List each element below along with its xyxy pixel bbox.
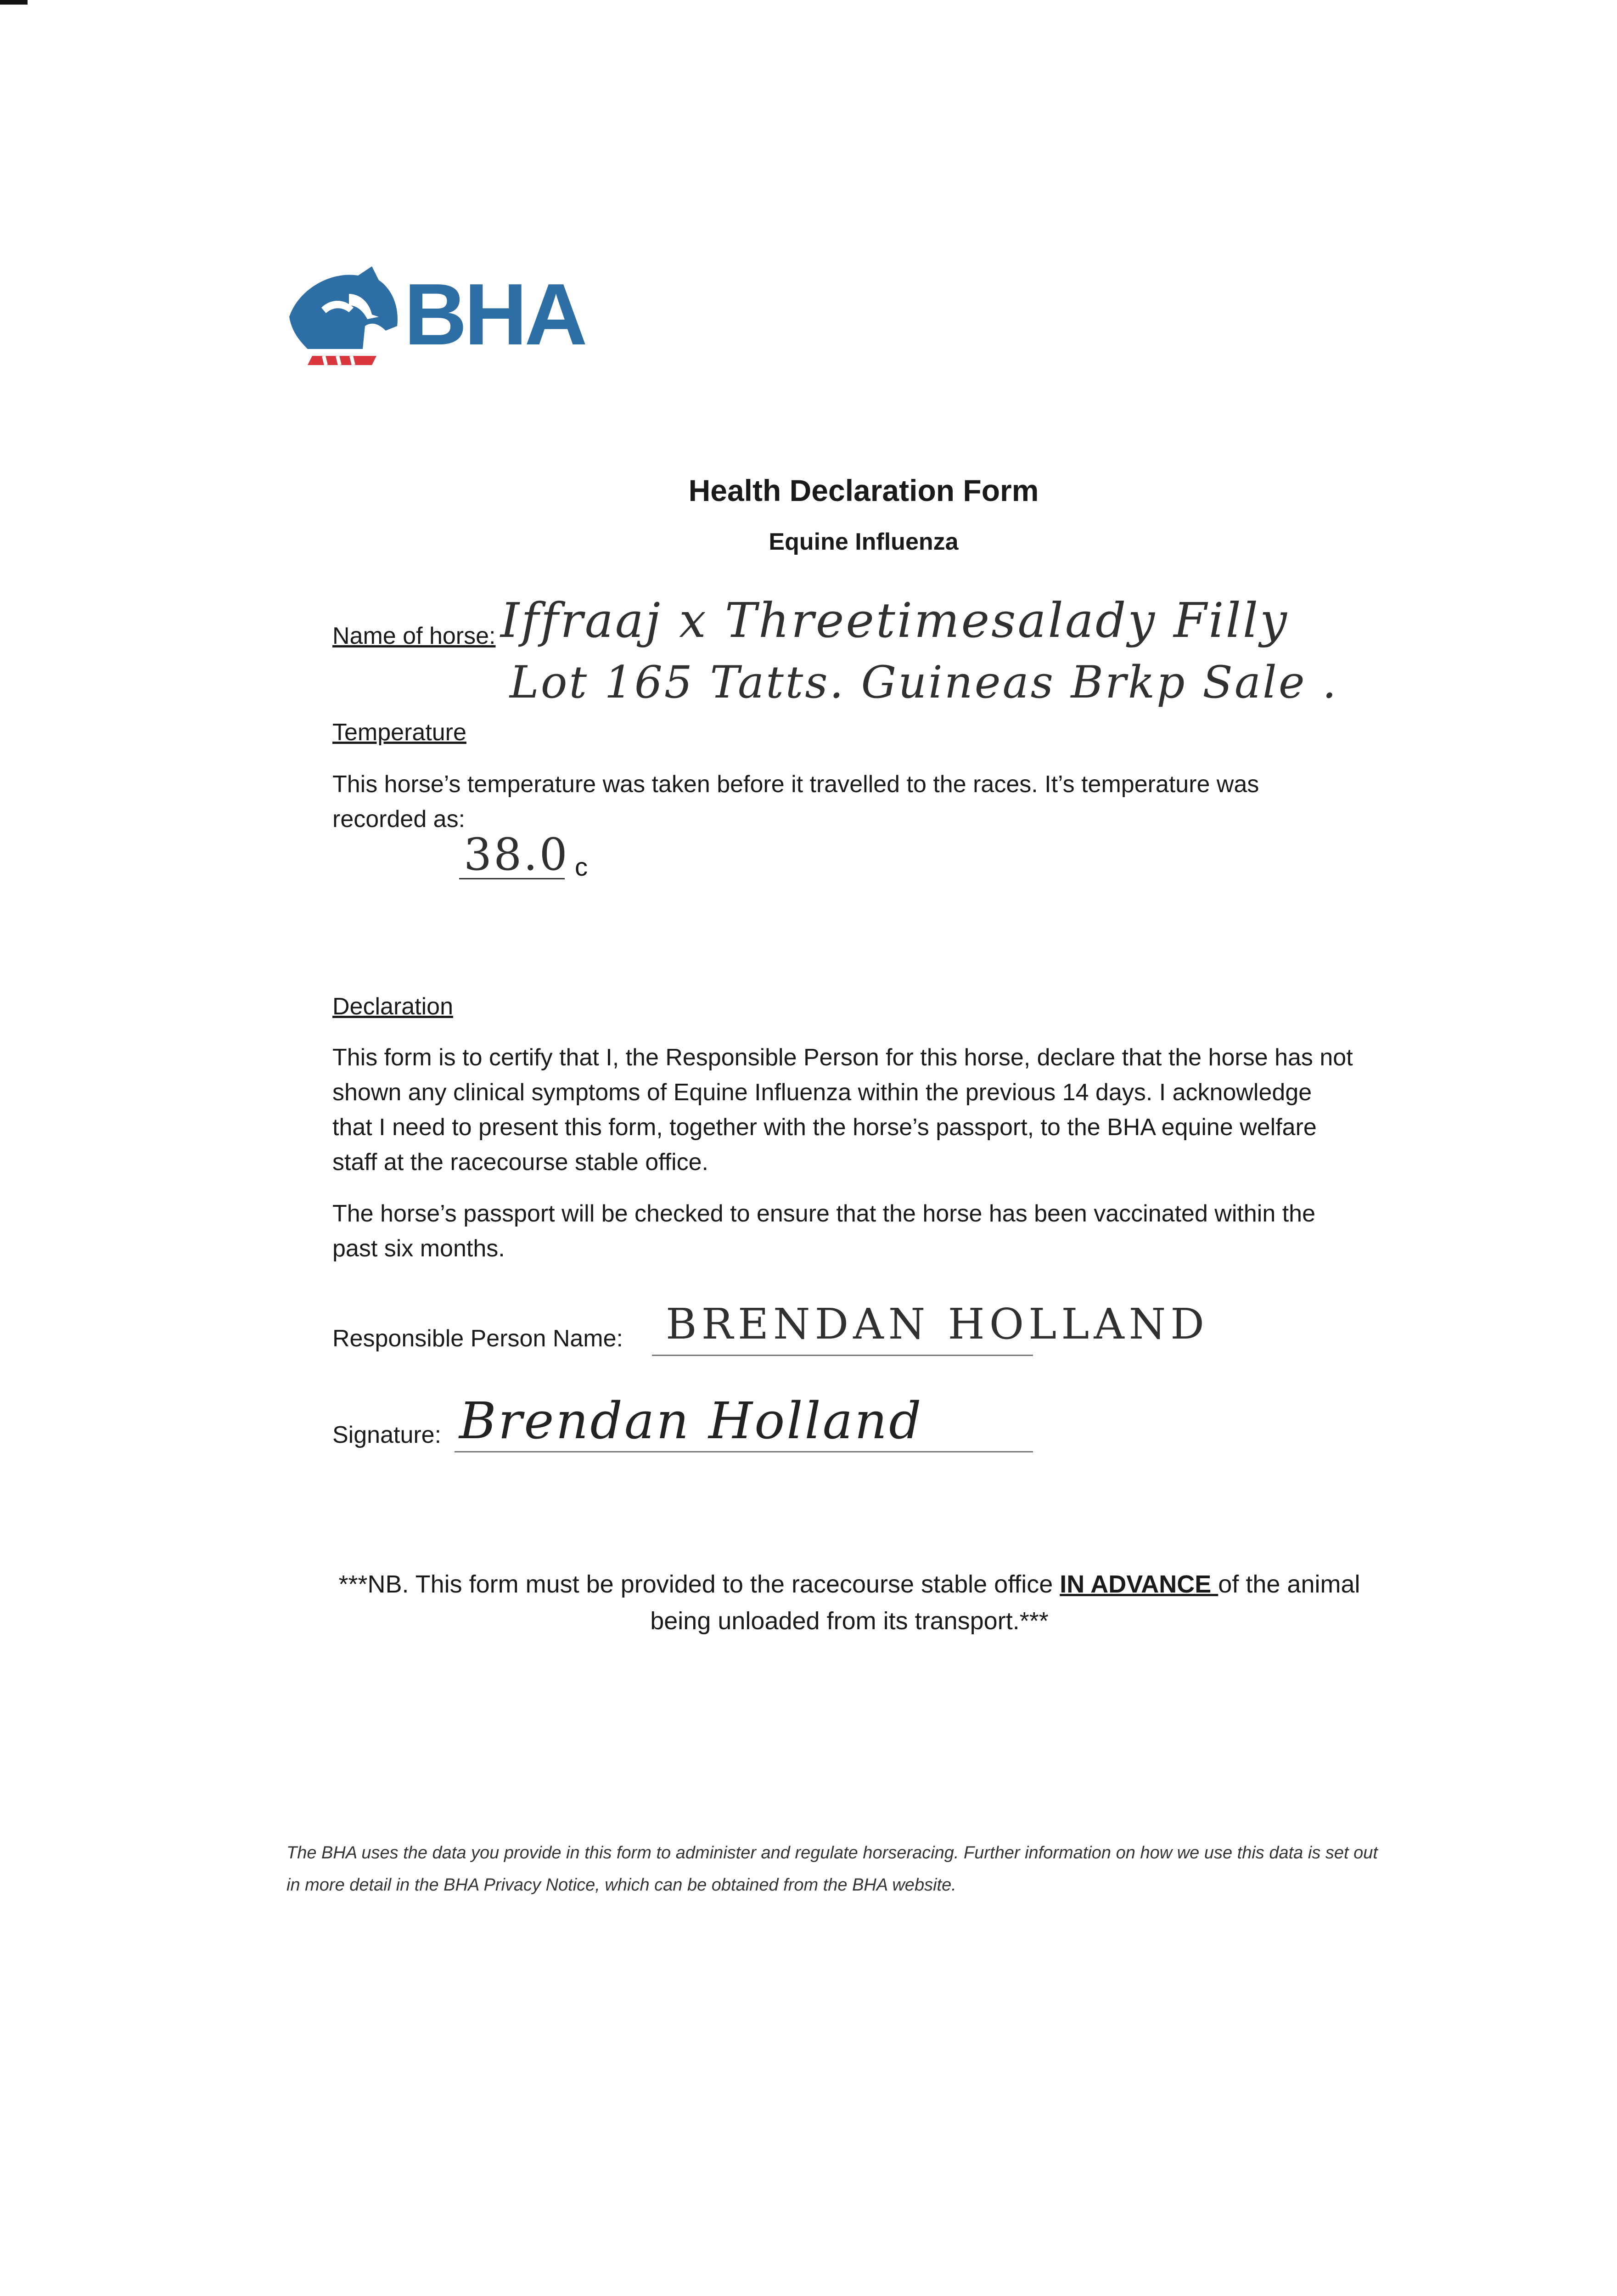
form-title: Health Declaration Form: [688, 473, 1039, 507]
temperature-value[interactable]: 38.0: [464, 829, 569, 880]
temperature-unit: c: [575, 852, 588, 881]
horse-name-value-line1[interactable]: Iffraaj x Threetimesalady Filly: [500, 592, 1289, 648]
logo-wordmark: BHA: [404, 266, 585, 363]
temperature-text: This horse’s temperature was taken before it travelled to the races. It’s temperature was recorded as:: [332, 771, 1259, 833]
responsible-person-name-value[interactable]: BRENDAN HOLLAND: [666, 1300, 1209, 1349]
declaration-heading: Declaration: [332, 993, 454, 1020]
horse-name-value-line2[interactable]: Lot 165 Tatts. Guineas Brkp Sale .: [510, 657, 1338, 708]
declaration-paragraph-2: The horse’s passport will be checked to ensure that the horse has been vaccinated within the past six months.: [332, 1200, 1315, 1262]
responsible-person-name-label: Responsible Person Name:: [332, 1325, 623, 1352]
bha-logo: [280, 262, 585, 377]
nb-notice-in-advance: IN ADVANCE: [1060, 1570, 1218, 1598]
signature-line: [455, 1451, 1033, 1452]
nb-notice-suffix: of the animal being unloaded from its transport.***: [650, 1570, 1360, 1635]
temperature-underline: [459, 878, 565, 879]
responsible-person-name-line: [652, 1355, 1033, 1356]
form-subtitle: Equine Influenza: [769, 529, 959, 555]
horse-name-label: Name of horse:: [332, 623, 496, 649]
signature-label: Signature:: [332, 1422, 442, 1448]
scan-edge-mark: [0, 0, 28, 5]
signature-handwritten[interactable]: Brendan Holland: [459, 1391, 923, 1450]
nb-notice-prefix: ***NB. This form must be provided to the racecourse stable office: [338, 1570, 1060, 1598]
horse-head-logo-icon: [280, 262, 404, 377]
privacy-footer: The BHA uses the data you provide in this form to administer and regulate horseracing. Further information on how we use this data is set out in more detail in the BHA Privacy Notice, which can be obtained from the BHA website.: [286, 1843, 1378, 1895]
declaration-paragraph-1: This form is to certify that I, the Responsible Person for this horse, declare that the horse has not shown any clinical symptoms of Equine Influenza within the previous 14 days. I acknowledge that I need to present this form, together with the horse’s passport, to the BHA equine welfare staff at the racecourse stable office.: [332, 1044, 1353, 1176]
temperature-heading: Temperature: [332, 719, 466, 746]
nb-notice: [321, 1566, 1377, 1639]
